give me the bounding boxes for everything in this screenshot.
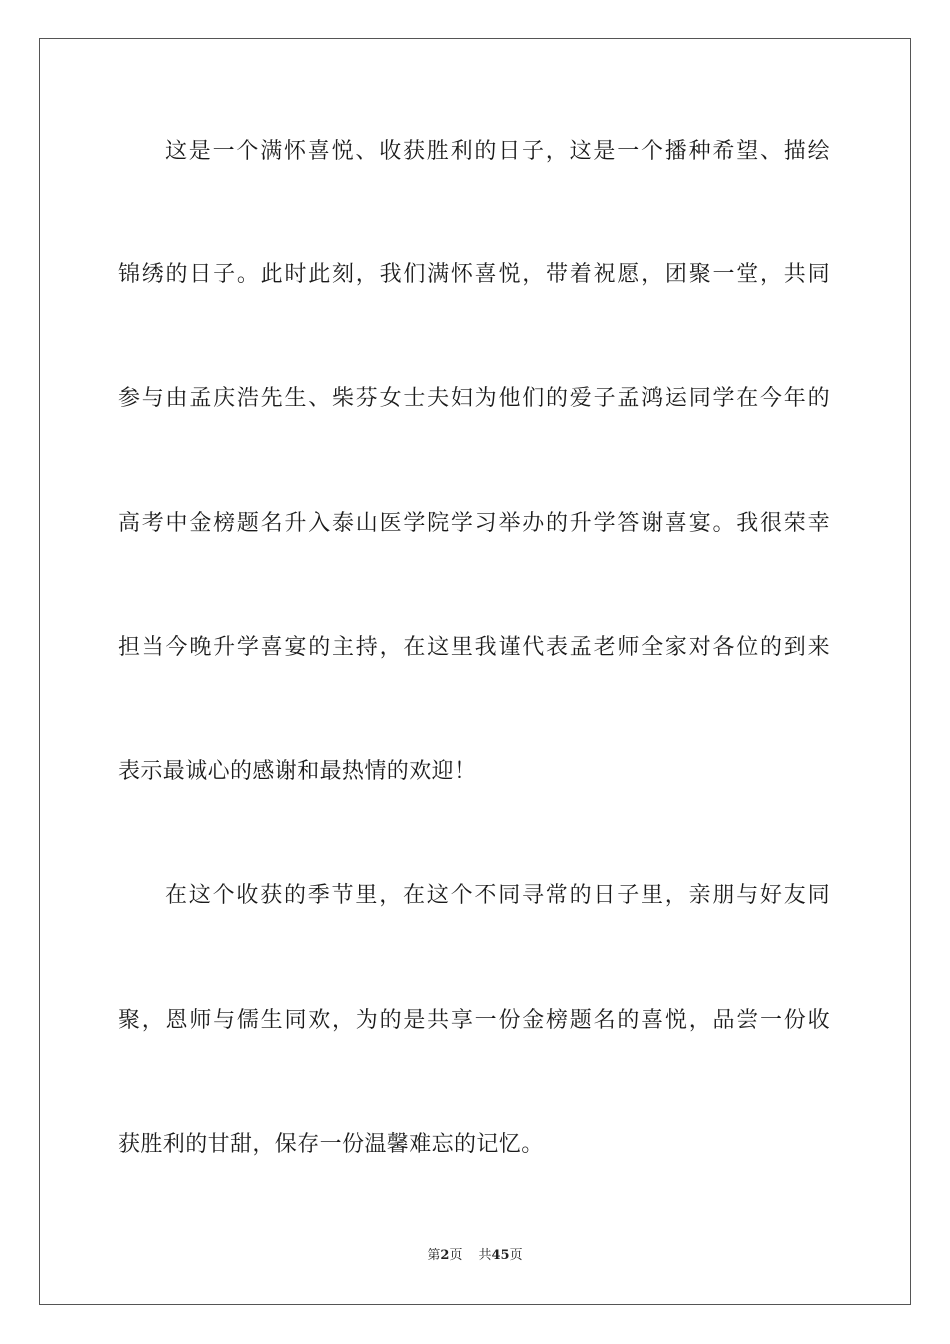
paragraph-2-line-2: 聚，恩师与儒生同欢，为的是共享一份金榜题名的喜悦，品尝一份收 xyxy=(118,1008,830,1033)
paragraph-2-line-3: 获胜利的甘甜，保存一份温馨难忘的记忆。 xyxy=(118,1132,544,1157)
paragraph-1-line-2: 锦绣的日子。此时此刻，我们满怀喜悦，带着祝愿，团聚一堂，共同 xyxy=(118,262,830,287)
total-suffix: 页 xyxy=(509,1248,523,1263)
total-pages: 45 xyxy=(491,1248,510,1263)
paragraph-1-line-5: 担当今晚升学喜宴的主持，在这里我谨代表孟老师全家对各位的到来 xyxy=(118,635,830,660)
paragraph-1-line-3: 参与由孟庆浩先生、柴芬女士夫妇为他们的爱子孟鸿运同学在今年的 xyxy=(118,386,830,411)
page-suffix: 页 xyxy=(449,1248,463,1263)
paragraph-2-line-1: 在这个收获的季节里，在这个不同寻常的日子里，亲朋与好友同 xyxy=(165,883,830,908)
paragraph-1-line-1: 这是一个满怀喜悦、收获胜利的日子，这是一个播种希望、描绘 xyxy=(165,139,830,164)
page-footer xyxy=(0,1247,950,1265)
total-prefix: 共 xyxy=(478,1248,492,1263)
page-number: 2 xyxy=(440,1248,450,1263)
paragraph-1-line-4: 高考中金榜题名升入泰山医学院学习举办的升学答谢喜宴。我很荣幸 xyxy=(118,511,830,536)
paragraph-1-line-6: 表示最诚心的感谢和最热情的欢迎！ xyxy=(118,759,477,784)
page-prefix: 第 xyxy=(427,1248,441,1263)
page-border xyxy=(39,38,911,1305)
